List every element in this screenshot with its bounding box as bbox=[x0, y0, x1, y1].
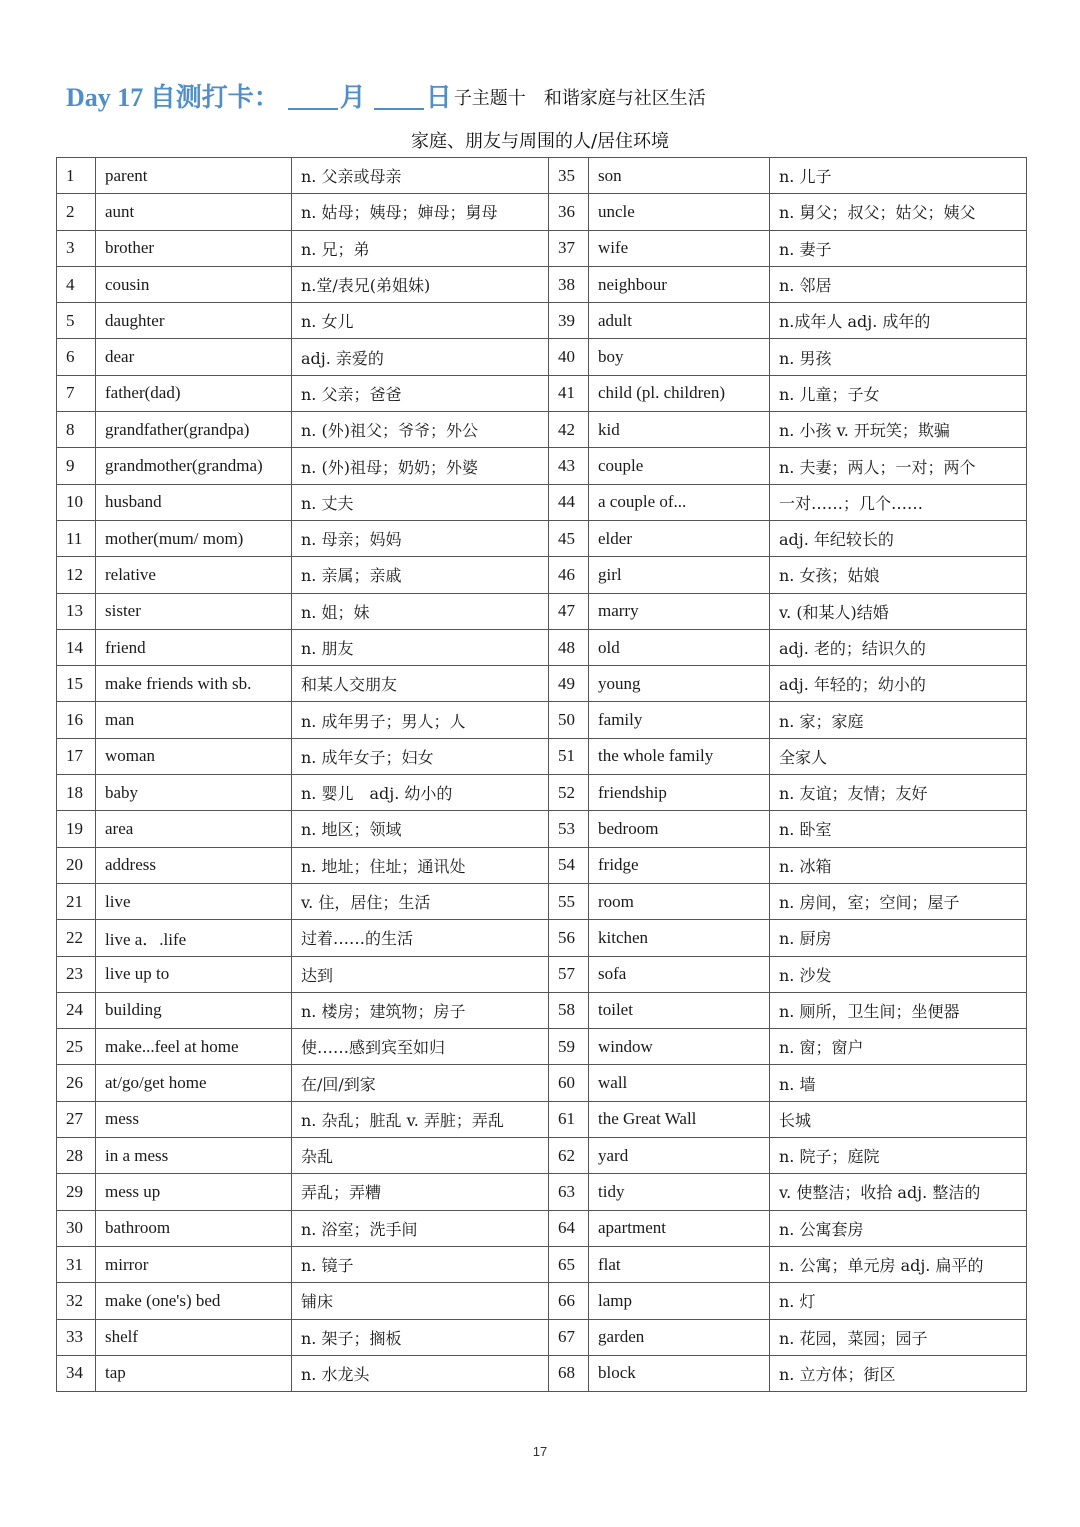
table-row bbox=[57, 1101, 1027, 1137]
entry-word: friendship bbox=[589, 775, 770, 811]
entry-number: 63 bbox=[549, 1174, 589, 1210]
entry-definition: n. 浴室；洗手间 bbox=[292, 1210, 549, 1246]
entry-number: 4 bbox=[57, 266, 96, 302]
vocab-table-body bbox=[57, 158, 1027, 1392]
entry-word: woman bbox=[96, 738, 292, 774]
entry-definition: n. 院子；庭院 bbox=[770, 1138, 1027, 1174]
entry-word: dear bbox=[96, 339, 292, 375]
entry-number: 28 bbox=[57, 1138, 96, 1174]
entry-definition: n. 小孩 v. 开玩笑；欺骗 bbox=[770, 412, 1027, 448]
entry-number: 19 bbox=[57, 811, 96, 847]
page-number: 17 bbox=[532, 1444, 548, 1459]
entry-definition: n. 厕所，卫生间；坐便器 bbox=[770, 992, 1027, 1028]
entry-number: 29 bbox=[57, 1174, 96, 1210]
entry-definition: v. 使整洁；收拾 adj. 整洁的 bbox=[770, 1174, 1027, 1210]
table-row bbox=[57, 1210, 1027, 1246]
table-row bbox=[57, 629, 1027, 665]
entry-definition: n. 儿子 bbox=[770, 158, 1027, 194]
entry-definition: n. 姐；妹 bbox=[292, 593, 549, 629]
entry-number: 22 bbox=[57, 920, 96, 956]
entry-definition: 长城 bbox=[770, 1101, 1027, 1137]
entry-word: son bbox=[589, 158, 770, 194]
entry-word: girl bbox=[589, 557, 770, 593]
entry-word: mess up bbox=[96, 1174, 292, 1210]
entry-definition: n. 夫妻；两人；一对；两个 bbox=[770, 448, 1027, 484]
entry-word: wife bbox=[589, 230, 770, 266]
entry-word: in a mess bbox=[96, 1138, 292, 1174]
entry-definition: n. (外)祖母；奶奶；外婆 bbox=[292, 448, 549, 484]
entry-definition: n. 杂乱；脏乱 v. 弄脏；弄乱 bbox=[292, 1101, 549, 1137]
entry-number: 55 bbox=[549, 883, 589, 919]
entry-word: couple bbox=[589, 448, 770, 484]
entry-word: garden bbox=[589, 1319, 770, 1355]
entry-definition: n. 冰箱 bbox=[770, 847, 1027, 883]
entry-word: man bbox=[96, 702, 292, 738]
entry-word: room bbox=[589, 883, 770, 919]
entry-number: 13 bbox=[57, 593, 96, 629]
entry-word: family bbox=[589, 702, 770, 738]
entry-number: 11 bbox=[57, 520, 96, 556]
entry-word: fridge bbox=[589, 847, 770, 883]
entry-number: 59 bbox=[549, 1029, 589, 1065]
entry-definition: 在/回/到家 bbox=[292, 1065, 549, 1101]
table-row bbox=[57, 230, 1027, 266]
entry-number: 39 bbox=[549, 303, 589, 339]
entry-number: 41 bbox=[549, 375, 589, 411]
entry-number: 66 bbox=[549, 1283, 589, 1319]
entry-number: 62 bbox=[549, 1138, 589, 1174]
entry-definition: adj. 亲爱的 bbox=[292, 339, 549, 375]
entry-definition: adj. 年纪较长的 bbox=[770, 520, 1027, 556]
table-row bbox=[57, 1319, 1027, 1355]
entry-number: 64 bbox=[549, 1210, 589, 1246]
entry-number: 47 bbox=[549, 593, 589, 629]
table-row bbox=[57, 484, 1027, 520]
entry-word: flat bbox=[589, 1246, 770, 1282]
entry-number: 36 bbox=[549, 194, 589, 230]
entry-word: a couple of... bbox=[589, 484, 770, 520]
entry-definition: 使……感到宾至如归 bbox=[292, 1029, 549, 1065]
entry-definition: 铺床 bbox=[292, 1283, 549, 1319]
entry-word: cousin bbox=[96, 266, 292, 302]
entry-number: 3 bbox=[57, 230, 96, 266]
entry-definition: n. 女孩；姑娘 bbox=[770, 557, 1027, 593]
vocab-table bbox=[56, 157, 1027, 1392]
entry-number: 40 bbox=[549, 339, 589, 375]
entry-definition: n. (外)祖父；爷爷；外公 bbox=[292, 412, 549, 448]
table-row bbox=[57, 666, 1027, 702]
entry-number: 26 bbox=[57, 1065, 96, 1101]
entry-number: 49 bbox=[549, 666, 589, 702]
entry-word: area bbox=[96, 811, 292, 847]
entry-definition: n. 男孩 bbox=[770, 339, 1027, 375]
entry-number: 38 bbox=[549, 266, 589, 302]
entry-definition: 和某人交朋友 bbox=[292, 666, 549, 702]
entry-word: adult bbox=[589, 303, 770, 339]
entry-definition: n. 地区；领域 bbox=[292, 811, 549, 847]
entry-definition: n. 儿童；子女 bbox=[770, 375, 1027, 411]
entry-word: mess bbox=[96, 1101, 292, 1137]
table-row bbox=[57, 738, 1027, 774]
entry-definition: 杂乱 bbox=[292, 1138, 549, 1174]
entry-word: make...feel at home bbox=[96, 1029, 292, 1065]
entry-number: 44 bbox=[549, 484, 589, 520]
entry-word: live bbox=[96, 883, 292, 919]
entry-word: address bbox=[96, 847, 292, 883]
entry-definition: n. 房间，室；空间；屋子 bbox=[770, 883, 1027, 919]
table-row bbox=[57, 1283, 1027, 1319]
entry-definition: n. 女儿 bbox=[292, 303, 549, 339]
day-blank bbox=[374, 82, 424, 110]
entry-word: grandmother(grandma) bbox=[96, 448, 292, 484]
entry-definition: n. 沙发 bbox=[770, 956, 1027, 992]
entry-word: old bbox=[589, 629, 770, 665]
entry-word: friend bbox=[96, 629, 292, 665]
entry-number: 54 bbox=[549, 847, 589, 883]
table-row bbox=[57, 775, 1027, 811]
table-row bbox=[57, 847, 1027, 883]
entry-number: 24 bbox=[57, 992, 96, 1028]
entry-word: lamp bbox=[589, 1283, 770, 1319]
entry-number: 58 bbox=[549, 992, 589, 1028]
entry-number: 43 bbox=[549, 448, 589, 484]
entry-word: mirror bbox=[96, 1246, 292, 1282]
table-row bbox=[57, 1174, 1027, 1210]
entry-number: 6 bbox=[57, 339, 96, 375]
entry-definition: n. 兄；弟 bbox=[292, 230, 549, 266]
entry-word: at/go/get home bbox=[96, 1065, 292, 1101]
entry-definition: n. 窗；窗户 bbox=[770, 1029, 1027, 1065]
entry-word: window bbox=[589, 1029, 770, 1065]
entry-word: toilet bbox=[589, 992, 770, 1028]
entry-definition: n. 水龙头 bbox=[292, 1355, 549, 1391]
table-row bbox=[57, 520, 1027, 556]
entry-word: baby bbox=[96, 775, 292, 811]
entry-definition: n. 架子；搁板 bbox=[292, 1319, 549, 1355]
entry-word: young bbox=[589, 666, 770, 702]
entry-definition: v. (和某人)结婚 bbox=[770, 593, 1027, 629]
day-label: Day 17 自测打卡： bbox=[66, 83, 280, 112]
entry-definition: n. 镜子 bbox=[292, 1246, 549, 1282]
month-blank bbox=[288, 82, 338, 110]
entry-number: 67 bbox=[549, 1319, 589, 1355]
table-row bbox=[57, 593, 1027, 629]
entry-definition: n. 楼房；建筑物；房子 bbox=[292, 992, 549, 1028]
entry-number: 15 bbox=[57, 666, 96, 702]
entry-number: 61 bbox=[549, 1101, 589, 1137]
entry-number: 20 bbox=[57, 847, 96, 883]
entry-number: 14 bbox=[57, 629, 96, 665]
entry-word: building bbox=[96, 992, 292, 1028]
entry-word: make friends with sb. bbox=[96, 666, 292, 702]
table-row bbox=[57, 1355, 1027, 1391]
entry-number: 10 bbox=[57, 484, 96, 520]
entry-definition: n. 邻居 bbox=[770, 266, 1027, 302]
table-row bbox=[57, 158, 1027, 194]
entry-word: make (one's) bed bbox=[96, 1283, 292, 1319]
entry-word: mother(mum/ mom) bbox=[96, 520, 292, 556]
table-row bbox=[57, 883, 1027, 919]
entry-number: 52 bbox=[549, 775, 589, 811]
entry-word: sister bbox=[96, 593, 292, 629]
entry-word: sofa bbox=[589, 956, 770, 992]
entry-number: 17 bbox=[57, 738, 96, 774]
entry-definition: n. 公寓；单元房 adj. 扁平的 bbox=[770, 1246, 1027, 1282]
entry-definition: n. 姑母；姨母；婶母；舅母 bbox=[292, 194, 549, 230]
entry-definition: n. 舅父；叔父；姑父；姨父 bbox=[770, 194, 1027, 230]
entry-word: marry bbox=[589, 593, 770, 629]
entry-definition: adj. 老的；结识久的 bbox=[770, 629, 1027, 665]
entry-definition: n.堂/表兄(弟姐妹) bbox=[292, 266, 549, 302]
entry-number: 65 bbox=[549, 1246, 589, 1282]
table-row bbox=[57, 1029, 1027, 1065]
entry-definition: n. 公寓套房 bbox=[770, 1210, 1027, 1246]
entry-number: 31 bbox=[57, 1246, 96, 1282]
entry-number: 23 bbox=[57, 956, 96, 992]
table-row bbox=[57, 194, 1027, 230]
entry-word: kid bbox=[589, 412, 770, 448]
entry-definition: adj. 年轻的；幼小的 bbox=[770, 666, 1027, 702]
entry-definition: n. 成年女子；妇女 bbox=[292, 738, 549, 774]
entry-definition: 全家人 bbox=[770, 738, 1027, 774]
entry-word: shelf bbox=[96, 1319, 292, 1355]
topic-label: 子主题十 bbox=[453, 88, 526, 109]
entry-definition: n. 母亲；妈妈 bbox=[292, 520, 549, 556]
table-row bbox=[57, 1246, 1027, 1282]
entry-word: child (pl. children) bbox=[589, 375, 770, 411]
table-row bbox=[57, 303, 1027, 339]
section-subtitle: 家庭、朋友与周围的人/居住环境 bbox=[410, 131, 670, 152]
entry-number: 48 bbox=[549, 629, 589, 665]
entry-number: 42 bbox=[549, 412, 589, 448]
entry-word: live up to bbox=[96, 956, 292, 992]
entry-word: wall bbox=[589, 1065, 770, 1101]
entry-number: 32 bbox=[57, 1283, 96, 1319]
entry-definition: n. 立方体；街区 bbox=[770, 1355, 1027, 1391]
entry-word: uncle bbox=[589, 194, 770, 230]
entry-number: 37 bbox=[549, 230, 589, 266]
entry-number: 7 bbox=[57, 375, 96, 411]
entry-definition: n. 友谊；友情；友好 bbox=[770, 775, 1027, 811]
entry-number: 34 bbox=[57, 1355, 96, 1391]
entry-number: 16 bbox=[57, 702, 96, 738]
entry-word: tap bbox=[96, 1355, 292, 1391]
entry-word: parent bbox=[96, 158, 292, 194]
entry-definition: n. 灯 bbox=[770, 1283, 1027, 1319]
topic-title: 和谐家庭与社区生活 bbox=[543, 88, 706, 109]
entry-definition: 一对……；几个…… bbox=[770, 484, 1027, 520]
entry-number: 68 bbox=[549, 1355, 589, 1391]
table-row bbox=[57, 339, 1027, 375]
entry-word: daughter bbox=[96, 303, 292, 339]
entry-word: apartment bbox=[589, 1210, 770, 1246]
entry-word: the whole family bbox=[589, 738, 770, 774]
entry-number: 27 bbox=[57, 1101, 96, 1137]
table-row bbox=[57, 956, 1027, 992]
entry-number: 21 bbox=[57, 883, 96, 919]
entry-word: the Great Wall bbox=[589, 1101, 770, 1137]
entry-definition: 弄乱；弄糟 bbox=[292, 1174, 549, 1210]
entry-word: brother bbox=[96, 230, 292, 266]
table-row bbox=[57, 992, 1027, 1028]
entry-definition: n. 婴儿 adj. 幼小的 bbox=[292, 775, 549, 811]
entry-word: elder bbox=[589, 520, 770, 556]
table-row bbox=[57, 920, 1027, 956]
table-row bbox=[57, 375, 1027, 411]
entry-word: live a．.life bbox=[96, 920, 292, 956]
table-row bbox=[57, 557, 1027, 593]
entry-number: 8 bbox=[57, 412, 96, 448]
entry-number: 56 bbox=[549, 920, 589, 956]
entry-definition: 达到 bbox=[292, 956, 549, 992]
table-row bbox=[57, 702, 1027, 738]
entry-number: 1 bbox=[57, 158, 96, 194]
entry-word: aunt bbox=[96, 194, 292, 230]
table-row bbox=[57, 266, 1027, 302]
table-row bbox=[57, 811, 1027, 847]
table-row bbox=[57, 1138, 1027, 1174]
entry-definition: n. 墙 bbox=[770, 1065, 1027, 1101]
entry-word: neighbour bbox=[589, 266, 770, 302]
entry-number: 46 bbox=[549, 557, 589, 593]
entry-number: 35 bbox=[549, 158, 589, 194]
entry-number: 60 bbox=[549, 1065, 589, 1101]
entry-number: 12 bbox=[57, 557, 96, 593]
table-row bbox=[57, 1065, 1027, 1101]
entry-word: boy bbox=[589, 339, 770, 375]
entry-definition: n. 花园，菜园；园子 bbox=[770, 1319, 1027, 1355]
entry-word: tidy bbox=[589, 1174, 770, 1210]
entry-word: father(dad) bbox=[96, 375, 292, 411]
entry-number: 50 bbox=[549, 702, 589, 738]
entry-number: 57 bbox=[549, 956, 589, 992]
day-unit: 日 bbox=[425, 83, 452, 112]
entry-number: 30 bbox=[57, 1210, 96, 1246]
entry-word: yard bbox=[589, 1138, 770, 1174]
entry-definition: n. 家；家庭 bbox=[770, 702, 1027, 738]
entry-word: husband bbox=[96, 484, 292, 520]
entry-word: relative bbox=[96, 557, 292, 593]
entry-number: 25 bbox=[57, 1029, 96, 1065]
entry-word: kitchen bbox=[589, 920, 770, 956]
entry-definition: n. 父亲或母亲 bbox=[292, 158, 549, 194]
entry-number: 18 bbox=[57, 775, 96, 811]
entry-definition: n. 父亲；爸爸 bbox=[292, 375, 549, 411]
page-header bbox=[66, 78, 706, 114]
entry-definition: 过着……的生活 bbox=[292, 920, 549, 956]
table-row bbox=[57, 448, 1027, 484]
month-unit: 月 bbox=[339, 83, 366, 112]
entry-number: 2 bbox=[57, 194, 96, 230]
entry-word: block bbox=[589, 1355, 770, 1391]
entry-word: grandfather(grandpa) bbox=[96, 412, 292, 448]
entry-word: bedroom bbox=[589, 811, 770, 847]
entry-number: 33 bbox=[57, 1319, 96, 1355]
entry-definition: n. 成年男子；男人；人 bbox=[292, 702, 549, 738]
entry-definition: n. 丈夫 bbox=[292, 484, 549, 520]
entry-number: 5 bbox=[57, 303, 96, 339]
entry-number: 45 bbox=[549, 520, 589, 556]
entry-definition: n. 妻子 bbox=[770, 230, 1027, 266]
entry-definition: n. 厨房 bbox=[770, 920, 1027, 956]
entry-definition: v. 住，居住；生活 bbox=[292, 883, 549, 919]
entry-definition: n. 亲属；亲戚 bbox=[292, 557, 549, 593]
entry-definition: n.成年人 adj. 成年的 bbox=[770, 303, 1027, 339]
entry-word: bathroom bbox=[96, 1210, 292, 1246]
entry-number: 51 bbox=[549, 738, 589, 774]
entry-definition: n. 朋友 bbox=[292, 629, 549, 665]
entry-definition: n. 卧室 bbox=[770, 811, 1027, 847]
entry-number: 53 bbox=[549, 811, 589, 847]
entry-number: 9 bbox=[57, 448, 96, 484]
table-row bbox=[57, 412, 1027, 448]
entry-definition: n. 地址；住址；通讯处 bbox=[292, 847, 549, 883]
